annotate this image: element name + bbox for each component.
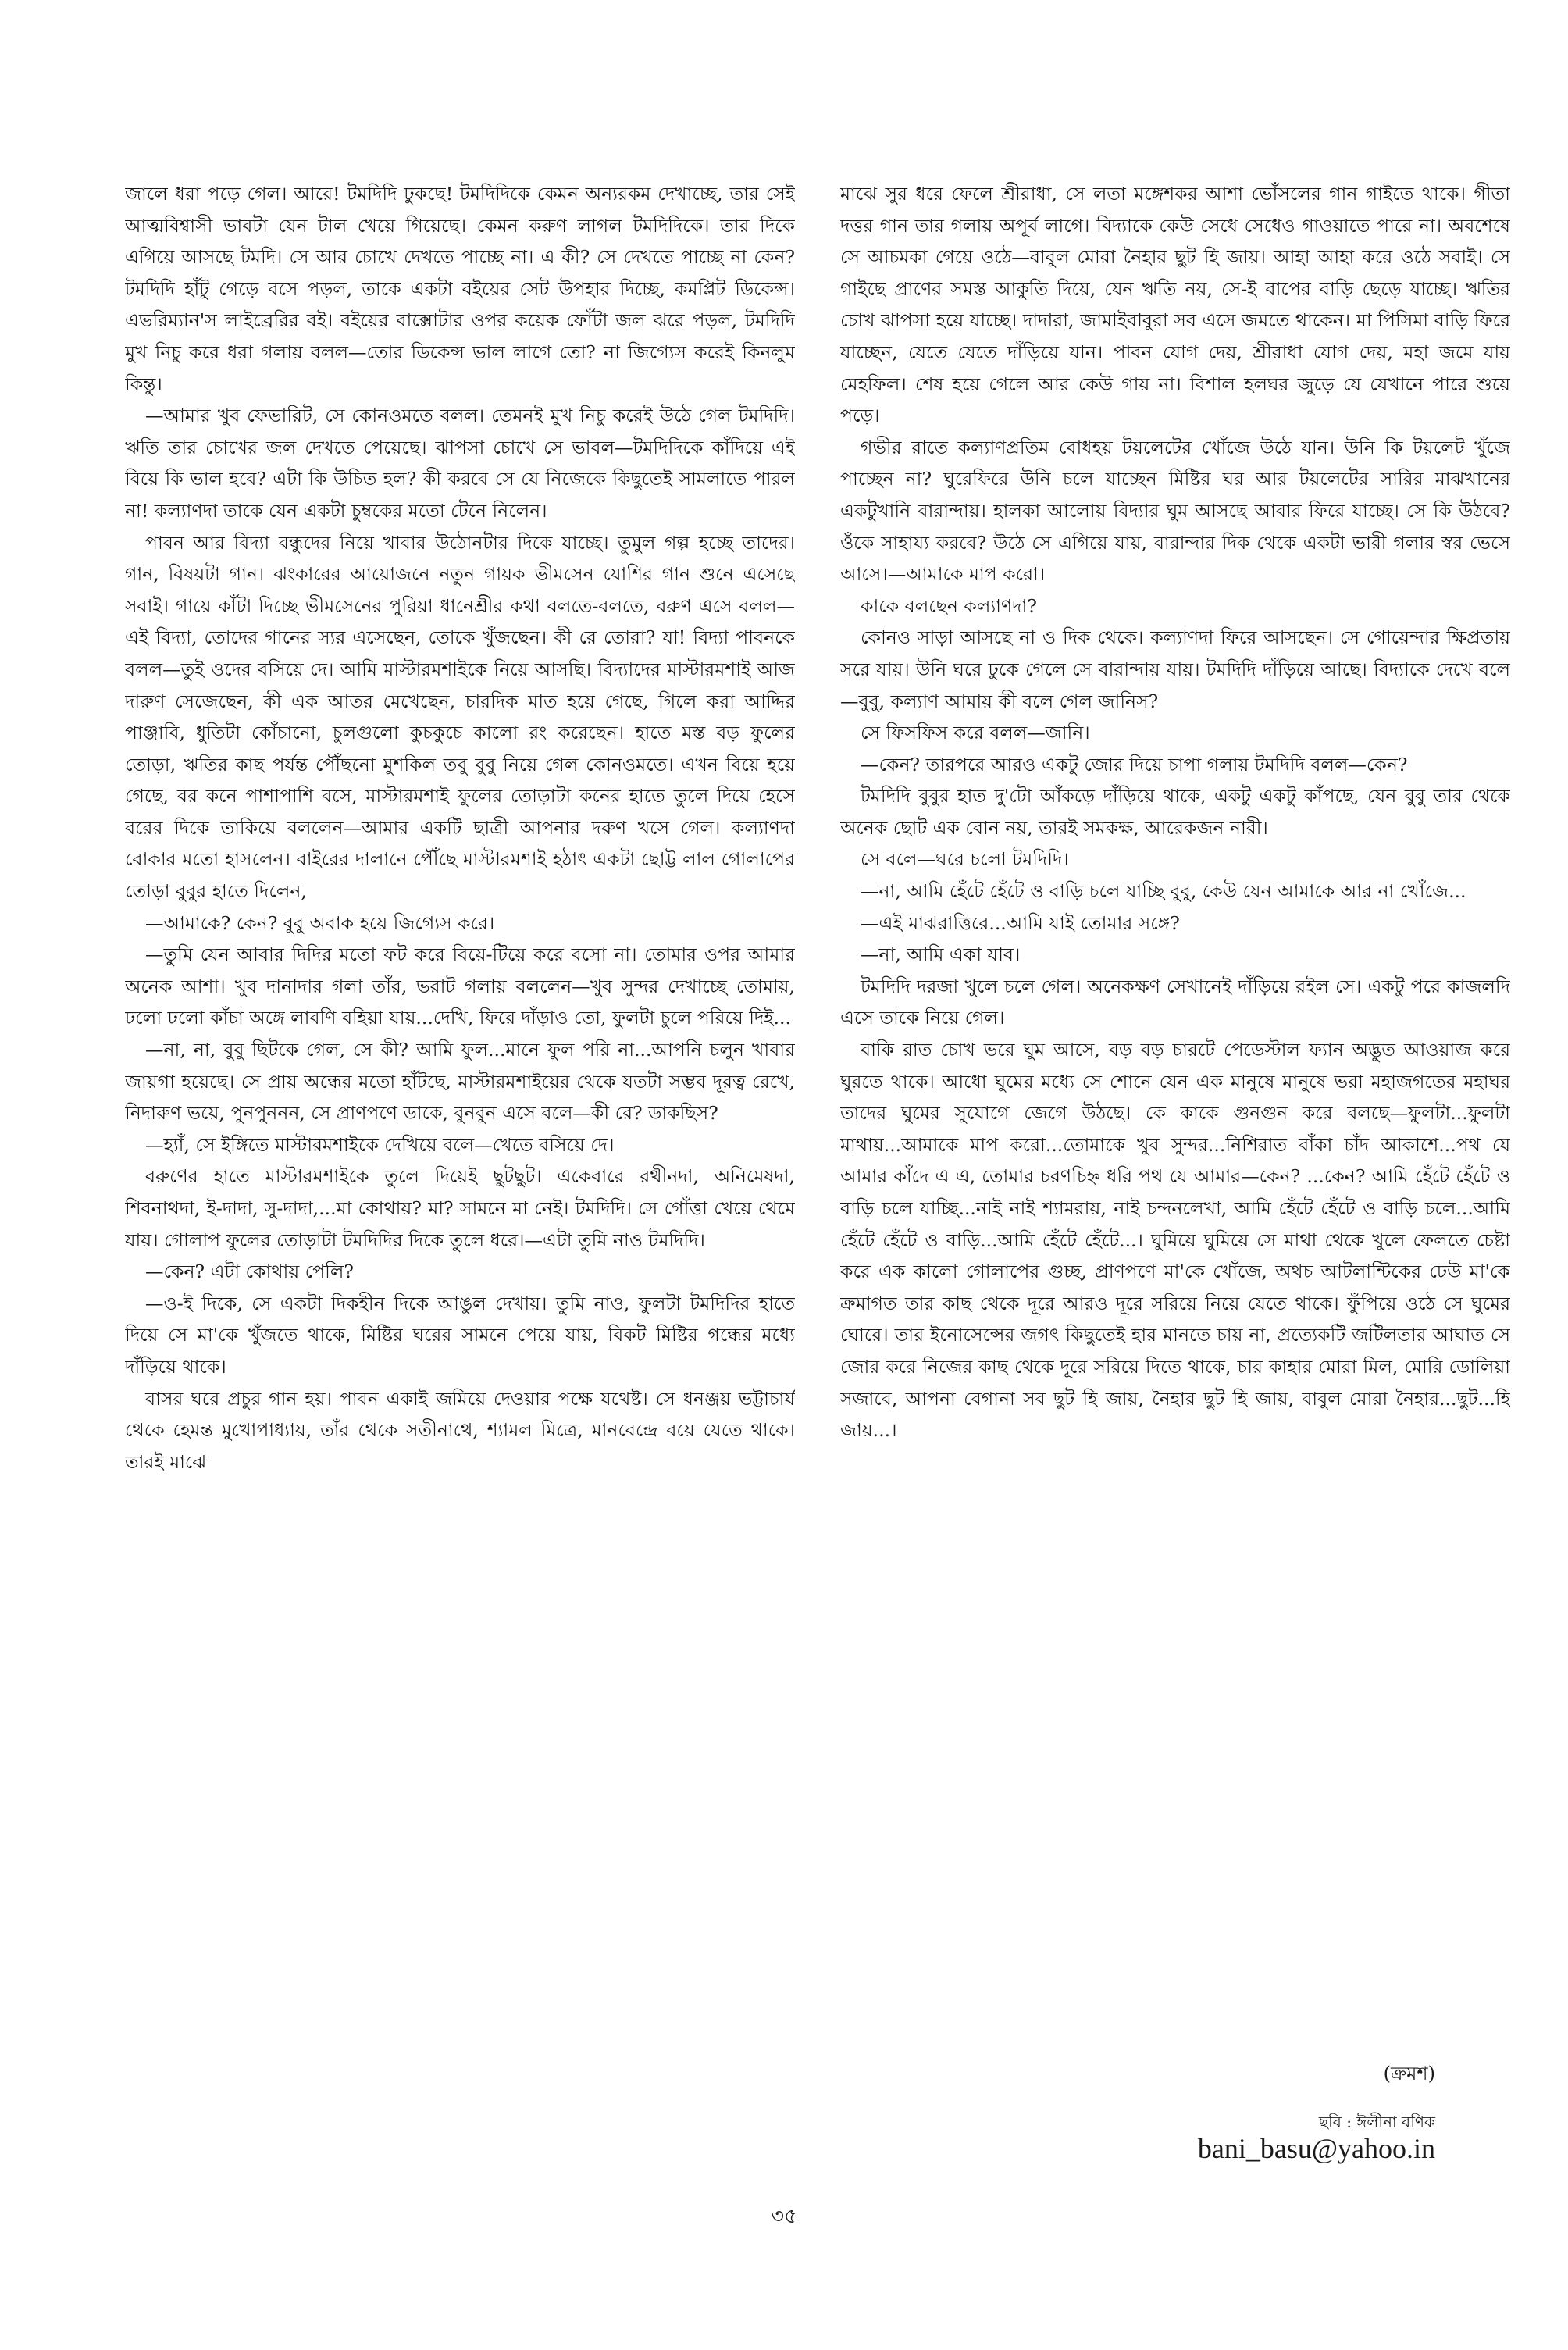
paragraph: —না, আমি একা যাব। xyxy=(861,943,1021,966)
paragraph: টমদিদি দরজা খুলে চলে গেল। অনেকক্ষণ সেখানেই দাঁড়িয়ে রইল সে। একটু পরে কাজলদি এসে তাকে নিয়ে গেল। xyxy=(840,975,1510,1029)
paragraph: বাকি রাত চোখ ভরে ঘুম আসে, বড় বড় চারটে পেডেস্টাল ফ্যান অদ্ভুত আওয়াজ করে ঘুরতে থাকে। আধো ঘুমের মধ্যে সে শোনে যেন এক মানুষে মানুষে ভরা মহাজগতের মহাঘর তাদের ঘুমের সুযোগে জেগে উঠছে। কে কাকে গুনগুন করে বলছে—ফুলটা...ফুলটা মাথায়...আমাকে মাপ করো...তোমাকে খুব সুন্দর...নিশিরাত বাঁকা চাঁদ আকাশে...পথ যে আমার কাঁদে এ এ, তোমার চরণচিহ্ন ধরি পথ যে আমার—কেন? ...কেন? আমি হেঁটে হেঁটে ও বাড়ি চলে যাচ্ছি...নাই নাই শ্যামরায়, নাই চন্দনলেখা, আমি হেঁটে হেঁটে ও বাড়ি চলে...আমি হেঁটে হেঁটে ও বাড়ি...আমি হেঁটে হেঁটে...। ঘুমিয়ে ঘুমিয়ে সে মাথা থেকে খুলে ফেলতে চেষ্টা করে এক কালো গোলাপের গুচ্ছ, প্রাণপণে মা'কে খোঁজে, অথচ আটলান্টিকের ঢেউ মা'কে ক্রমাগত তার কাছ থেকে দূরে আরও দূরে সরিয়ে নিয়ে যেতে থাকে। ফুঁপিয়ে ওঠে সে ঘুমের ঘোরে। তার ইনোসেন্সের জগৎ কিছুতেই হার মানতে চায় না, প্রত্যেকটি জটিলতার আঘাত সে জোর করে নিজের কাছ থেকে দূরে সরিয়ে দিতে থাকে, চার কাহার মোরা মিল, মোরি ডোলিয়া সজাবে, আপনা বেগানা সব ছুট হি জায়, নৈহার ছুট হি জায়, বাবুল মোরা নৈহার...ছুট...হি জায়...। xyxy=(840,1039,1510,1442)
paragraph: —কেন? এটা কোথায় পেলি? xyxy=(145,1261,354,1283)
page-number: ৩৫ xyxy=(771,2205,797,2228)
article-credits xyxy=(967,2058,1435,2164)
paragraph: —না, না, বুবু ছিটকে গেল, সে কী? আমি ফুল...মানে ফুল পরি না...আপনি চলুন খাবার জায়গা হয়েছে। সে প্রায় অন্ধের মতো হাঁটছে, মাস্টারমশাইয়ের থেকে যতটা সম্ভব দূরত্ব রেখে, নিদারুণ ভয়ে, পুনপুননন, সে প্রাণপণে ডাকে, বুনবুন এসে বলে—কী রে? ডাকছিস? xyxy=(125,1039,795,1125)
illustrator-credit: ছবি : ঈলীনা বণিক xyxy=(1318,2113,1435,2131)
paragraph: —আমার খুব ফেভারিট, সে কোনওমতে বলল। তেমনই মুখ নিচু করেই উঠে গেল টমদিদি। ঋতি তার চোখের জল দেখতে পেয়েছে। ঝাপসা চোখে সে ভাবল—টমদিদিকে কাঁদিয়ে এই বিয়ে কি ভাল হবে? এটা কি উচিত হল? কী করবে সে যে নিজেকে কিছুতেই সামলাতে পারল না! কল্যাণদা তাকে যেন একটা চুম্বকের মতো টেনে নিলেন। xyxy=(125,405,795,522)
paragraph: পাবন আর বিদ্যা বন্ধুদের নিয়ে খাবার উঠোনটার দিকে যাচ্ছে। তুমুল গল্প হচ্ছে তাদের। গান, বিষয়টা গান। ঝংকারের আয়োজনে নতুন গায়ক ভীমসেন যোশির গান শুনে এসেছে সবাই। গায়ে কাঁটা দিচ্ছে ভীমসেনের পুরিয়া ধানেশ্রীর কথা বলতে-বলতে, বরুণ এসে বলল—এই বিদ্যা, তোদের গানের স্যর এসেছেন, তোকে খুঁজছেন। কী রে তোরা? যা! বিদ্যা পাবনকে বলল—তুই ওদের বসিয়ে দে। আমি মাস্টারমশাইকে নিয়ে আসছি। বিদ্যাদের মাস্টারমশাই আজ দারুণ সেজেছেন, কী এক আতর মেখেছেন, চারদিক মাত হয়ে গেছে, গিলে করা আদ্দির পাঞ্জাবি, ধুতিটা কোঁচানো, চুলগুলো কুচকুচে কালো রং করেছেন। হাতে মস্ত বড় ফুলের তোড়া, ঋতির কাছ পর্যন্ত পৌঁছনো মুশকিল তবু বুবু নিয়ে গেল কোনওমতে। এখন বিয়ে হয়ে গেছে, বর কনে পাশাপাশি বসে, মাস্টারমশাই ফুলের তোড়াটা কনের হাতে তুলে দিয়ে হেসে বরের দিকে তাকিয়ে বললেন—আমার একটি ছাত্রী আপনার দরুণ খসে গেল। কল্যাণদা বোকার মতো হাসলেন। বাইরের দালানে পৌঁছে মাস্টারমশাই হঠাৎ একটা ছোট্ট লাল গোলাপের তোড়া বুবুর হাতে দিলেন, xyxy=(125,531,795,903)
paragraph: কোনও সাড়া আসছে না ও দিক থেকে। কল্যাণদা ফিরে আসছেন। সে গোয়েন্দার ক্ষিপ্রতায় সরে যায়। উনি ঘরে ঢুকে গেলে সে বারান্দায় যায়। টমদিদি দাঁড়িয়ে আছে। বিদ্যাকে দেখে বলে—বুবু, কল্যাণ আমায় কী বলে গেল জানিস? xyxy=(840,626,1510,712)
paragraph: সে বলে—ঘরে চলো টমদিদি। xyxy=(861,848,1069,871)
paragraph: —ও-ই দিকে, সে একটা দিকহীন দিকে আঙুল দেখায়। তুমি নাও, ফুলটা টমদিদির হাতে দিয়ে সে মা'কে খুঁজতে থাকে, মিষ্টির ঘরের সামনে পেয়ে যায়, বিকট মিষ্টির গন্ধের মধ্যে দাঁড়িয়ে থাকে। xyxy=(125,1292,795,1378)
paragraph: —তুমি যেন আবার দিদির মতো ফট করে বিয়ে-টিয়ে করে বসো না। তোমার ওপর আমার অনেক আশা। খুব দানাদার গলা তাঁর, ভরাট গলায় বললেন—খুব সুন্দর দেখাচ্ছে তোমায়, ঢলো ঢলো কাঁচা অঙ্গে লাবণি বহিয়া যায়...দেখি, ফিরে দাঁড়াও তো, ফুলটা চুলে পরিয়ে দিই... xyxy=(125,943,795,1029)
paragraph: কাকে বলছেন কল্যাণদা? xyxy=(861,594,1037,617)
paragraph: বাসর ঘরে প্রচুর গান হয়। পাবন একাই জমিয়ে দেওয়ার পক্ষে যথেষ্ট। সে ধনঞ্জয় ভট্টাচার্য থেকে হেমন্ত মুখোপাধ্যায়, তাঁর থেকে সতীনাথে, শ্যামল মিত্রে, মানবেন্দ্রে বয়ে যেতে থাকে। তারই মাঝে xyxy=(125,1387,795,1473)
to-be-continued-note: (ক্রমশ) xyxy=(1383,2063,1435,2084)
paragraph: টমদিদি বুবুর হাত দু'টো আঁকড়ে দাঁড়িয়ে থাকে, একটু একটু কাঁপছে, যেন বুবু তার থেকে অনেক ছোট এক বোন নয়, তারই সমকক্ষ, আরেকজন নারী। xyxy=(840,785,1510,839)
author-email: bani_basu@yahoo.in xyxy=(1197,2133,1435,2164)
paragraph: —এই মাঝরাত্তিরে...আমি যাই তোমার সঙ্গে? xyxy=(861,911,1180,934)
paragraph: জালে ধরা পড়ে গেল। আরে! টমদিদি ঢুকছে! টমদিদিকে কেমন অন্যরকম দেখাচ্ছে, তার সেই আত্মবিশ্বাসী ভাবটা যেন টাল খেয়ে গিয়েছে। কেমন করুণ লাগল টমদিদিকে। তার দিকে এগিয়ে আসছে টমদি। সে আর চোখে দেখতে পাচ্ছে না। এ কী? সে দেখতে পাচ্ছে না কেন? টমদিদি হাঁটু গেড়ে বসে পড়ল, তাকে একটা বইয়ের সেট উপহার দিচ্ছে, কমপ্লিট ডিকেন্স। এভরিম্যান'স লাইব্রেরির বই। বইয়ের বাক্সোটার ওপর কয়েক ফোঁটা জল ঝরে পড়ল, টমদিদি মুখ নিচু করে ধরা গলায় বলল—তোর ডিকেন্স ভাল লাগে তো? না জিগ্যেস করেই কিনলুম কিন্তু। xyxy=(125,183,795,395)
paragraph: —আমাকে? কেন? বুবু অবাক হয়ে জিগ্যেস করে। xyxy=(145,911,495,934)
paragraph: —হ্যাঁ, সে ইঙ্গিতে মাস্টারমশাইকে দেখিয়ে বলে—খেতে বসিয়ে দে। xyxy=(145,1133,615,1156)
left-column xyxy=(125,178,795,2115)
paragraph: মাঝে সুর ধরে ফেলে শ্রীরাধা, সে লতা মঙ্গেশকর আশা ভোঁসলের গান গাইতে থাকে। গীতা দত্তর গান তার গলায় অপূর্ব লাগে। বিদ্যাকে কেউ সেধে সেধেও গাওয়াতে পারে না। অবশেষে সে আচমকা গেয়ে ওঠে—বাবুল মোরা নৈহার ছুট হি জায়। আহা আহা করে ওঠে সবাই। সে গাইছে প্রাণের সমস্ত আকুতি দিয়ে, যেন ঋতি নয়, সে-ই বাপের বাড়ি ছেড়ে যাচ্ছে। ঋতির চোখ ঝাপসা হয়ে যাচ্ছে। দাদারা, জামাইবাবুরা সব এসে জমতে থাকেন। মা পিসিমা বাড়ি ফিরে যাচ্ছেন, যেতে যেতে দাঁড়িয়ে যান। পাবন যোগ দেয়, শ্রীরাধা যোগ দেয়, মহা জমে যায় মেহফিল। শেষ হয়ে গেলে আর কেউ গায় না। বিশাল হলঘর জুড়ে যে যেখানে পারে শুয়ে পড়ে। xyxy=(840,183,1510,427)
paragraph: —কেন? তারপরে আরও একটু জোর দিয়ে চাপা গলায় টমদিদি বলল—কেন? xyxy=(861,753,1408,776)
paragraph: বরুণের হাতে মাস্টারমশাইকে তুলে দিয়েই ছুটছুট। একেবারে রথীনদা, অনিমেষদা, শিবনাথদা, ই-দাদা, সু-দাদা,...মা কোথায়? মা? সামনে মা নেই। টমদিদি। সে গোঁত্তা খেয়ে থেমে যায়। গোলাপ ফুলের তোড়াটা টমদিদির দিকে তুলে ধরে।—এটা তুমি নাও টমদিদি। xyxy=(125,1165,795,1251)
paragraph: গভীর রাতে কল্যাণপ্রতিম বোধহয় টয়লেটের খোঁজে উঠে যান। উনি কি টয়লেট খুঁজে পাচ্ছেন না? ঘুরেফিরে উনি চলে যাচ্ছেন মিষ্টির ঘর আর টয়লেটের সারির মাঝখানের একটুখানি বারান্দায়। হালকা আলোয় বিদ্যার ঘুম আসছে আবার ফিরে যাচ্ছে। সে কি উঠবে? ওঁকে সাহায্য করবে? উঠে সে এগিয়ে যায়, বারান্দার দিক থেকে একটা ভারী গলার স্বর ভেসে আসে।—আমাকে মাপ করো। xyxy=(840,436,1510,586)
paragraph: সে ফিসফিস করে বলল—জানি। xyxy=(861,722,1090,744)
right-column xyxy=(840,178,1510,2115)
paragraph: —না, আমি হেঁটে হেঁটে ও বাড়ি চলে যাচ্ছি বুবু, কেউ যেন আমাকে আর না খোঁজে... xyxy=(861,880,1466,903)
